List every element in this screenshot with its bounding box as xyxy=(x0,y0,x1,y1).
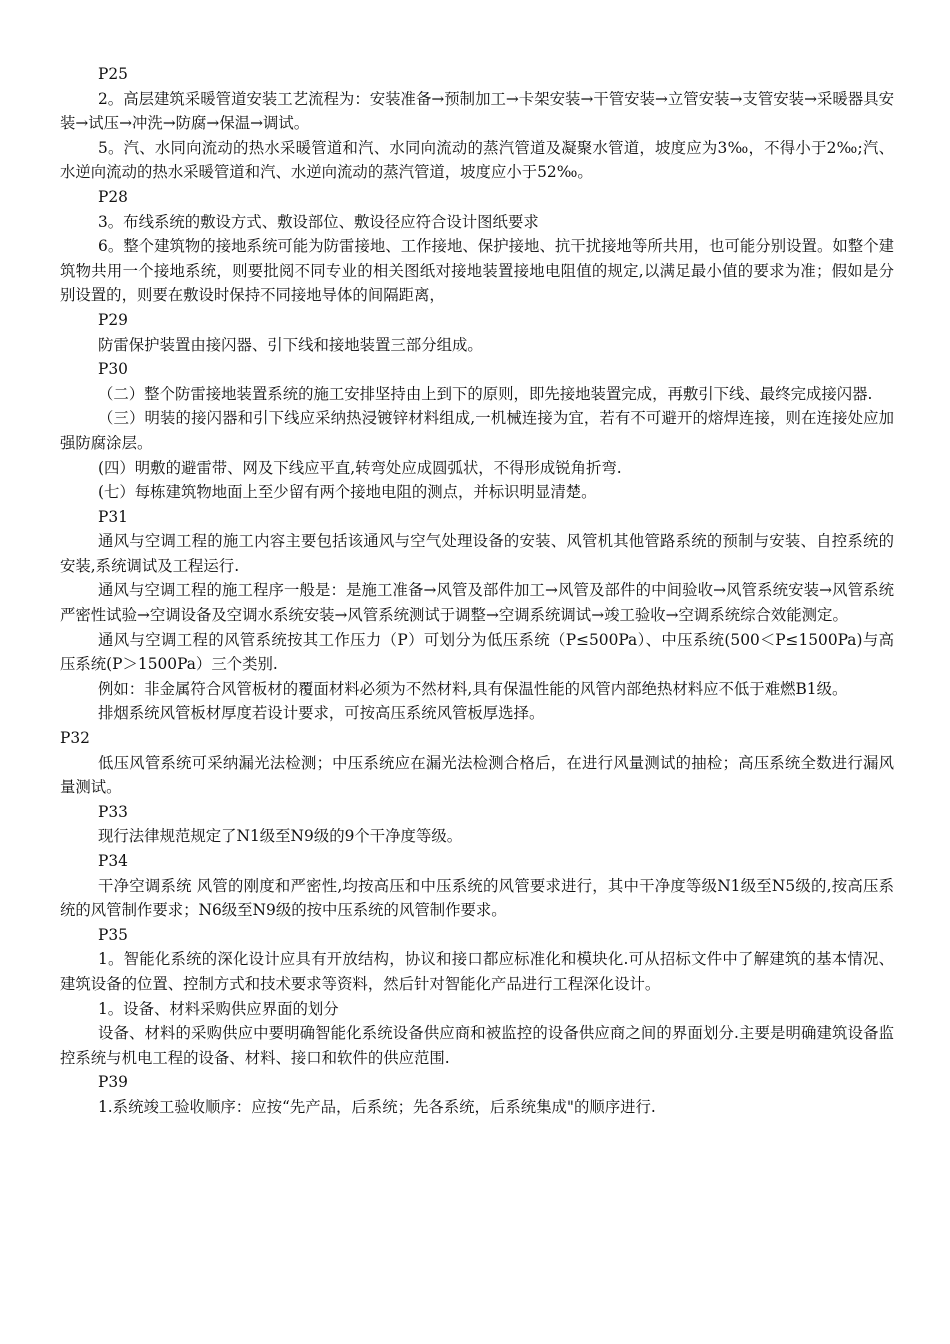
paragraph: 5。汽、水同向流动的热水采暖管道和汽、水同向流动的蒸汽管道及凝聚水管道，坡度应为3‰，不得小于2‰;汽、水逆向流动的热水采暖管道和汽、水逆向流动的蒸汽管道，坡度应小于52‰。 xyxy=(60,138,894,182)
page-ref: P29 xyxy=(98,310,128,329)
paragraph: 6。整个建筑物的接地系统可能为防雷接地、工作接地、保护接地、抗干扰接地等所共用，也可能分别设置。如整个建筑物共用一个接地系统，则要批阅不同专业的相关图纸对接地装置接地电阻值的规定,以满足最小值的要求为准；假如是分别设置的，则要在敷设时保持不同接地导体的间隔距离， xyxy=(60,237,894,305)
paragraph: 通风与空调工程的施工内容主要包括该通风与空气处理设备的安装、风管机其他管路系统的预制与安装、自控系统的安装,系统调试及工程运行. xyxy=(60,532,894,575)
document-body xyxy=(60,62,894,1120)
page-ref: P28 xyxy=(98,187,128,206)
page-ref: P34 xyxy=(98,852,128,870)
page-ref: P31 xyxy=(98,507,128,526)
paragraph: 1.系统竣工验收顺序：应按“先产品，后系统；先各系统，后系统集成"的顺序进行. xyxy=(98,1097,656,1116)
page-ref: P25 xyxy=(98,65,128,83)
paragraph: （三）明装的接闪器和引下线应采纳热浸镀锌材料组成,一机械连接为宜，若有不可避开的熔焊连接，则在连接处应加强防腐涂层。 xyxy=(60,409,894,452)
page-ref: P39 xyxy=(98,1073,128,1092)
paragraph: (四）明敷的避雷带、网及下线应平直,转弯处应成圆弧状，不得形成锐角折弯. xyxy=(98,458,622,477)
paragraph: 设备、材料的采购供应中要明确智能化系统设备供应商和被监控的设备供应商之间的界面划分.主要是明确建筑设备监控系统与机电工程的设备、材料、接口和软件的供应范围. xyxy=(60,1024,894,1067)
paragraph: 通风与空调工程的施工程序一般是：是施工准备→风管及部件加工→风管及部件的中间验收→风管系统安装→风管系统严密性试验→空调设备及空调水系统安装→风管系统测试于调整→空调系统调试→竣工验收→空调系统综合效能测定。 xyxy=(60,581,894,625)
paragraph: 干净空调系统 风管的刚度和严密性,均按高压和中压系统的风管要求进行，其中干净度等级N1级至N5级的,按高压系统的风管制作要求；N6级至N9级的按中压系统的风管制作要求。 xyxy=(60,876,894,920)
page-ref: P32 xyxy=(60,729,90,748)
page-ref: P35 xyxy=(98,925,128,944)
paragraph: 低压风管系统可采纳漏光法检测；中压系统应在漏光法检测合格后，在进行风量测试的抽检；高压系统全数进行漏风量测试。 xyxy=(60,753,894,797)
paragraph: 1。设备、材料采购供应界面的划分 xyxy=(98,999,339,1018)
paragraph: 现行法律规范规定了N1级至N9级的9个干净度等级。 xyxy=(98,827,463,846)
paragraph: (七）每栋建筑物地面上至少留有两个接地电阻的测点，并标识明显清楚。 xyxy=(98,483,597,502)
paragraph: 防雷保护装置由接闪器、引下线和接地装置三部分组成。 xyxy=(98,335,483,354)
page-ref: P30 xyxy=(98,360,128,379)
paragraph: 通风与空调工程的风管系统按其工作压力（P）可划分为低压系统（P≤500Pa）、中压系统(500＜P≤1500Pa)与高压系统(P＞1500Pa）三个类别. xyxy=(60,630,894,674)
paragraph: 3。布线系统的敷设方式、敷设部位、敷设径应符合设计图纸要求 xyxy=(98,212,539,231)
paragraph: 1。智能化系统的深化设计应具有开放结构，协议和接口都应标准化和模块化.可从招标文件中了解建筑的基本情况、建筑设备的位置、控制方式和技术要求等资料，然后针对智能化产品进行工程深化设计。 xyxy=(60,950,894,993)
paragraph: 排烟系统风管板材厚度若设计要求，可按高压系统风管板厚选择。 xyxy=(98,704,545,723)
page-ref: P33 xyxy=(98,802,128,821)
paragraph: 例如：非金属符合风管板材的覆面材料必须为不然材料,具有保温性能的风管内部绝热材料应不低于难燃B1级。 xyxy=(98,679,848,698)
paragraph: （二）整个防雷接地装置系统的施工安排坚持由上到下的原则，即先接地装置完成，再敷引下线、最终完成接闪器. xyxy=(98,384,873,403)
paragraph: 2。高层建筑采暖管道安装工艺流程为：安装准备→预制加工→卡架安装→干管安装→立管安装→支管安装→采暖器具安装→试压→冲洗→防腐→保温→调试。 xyxy=(60,89,894,133)
